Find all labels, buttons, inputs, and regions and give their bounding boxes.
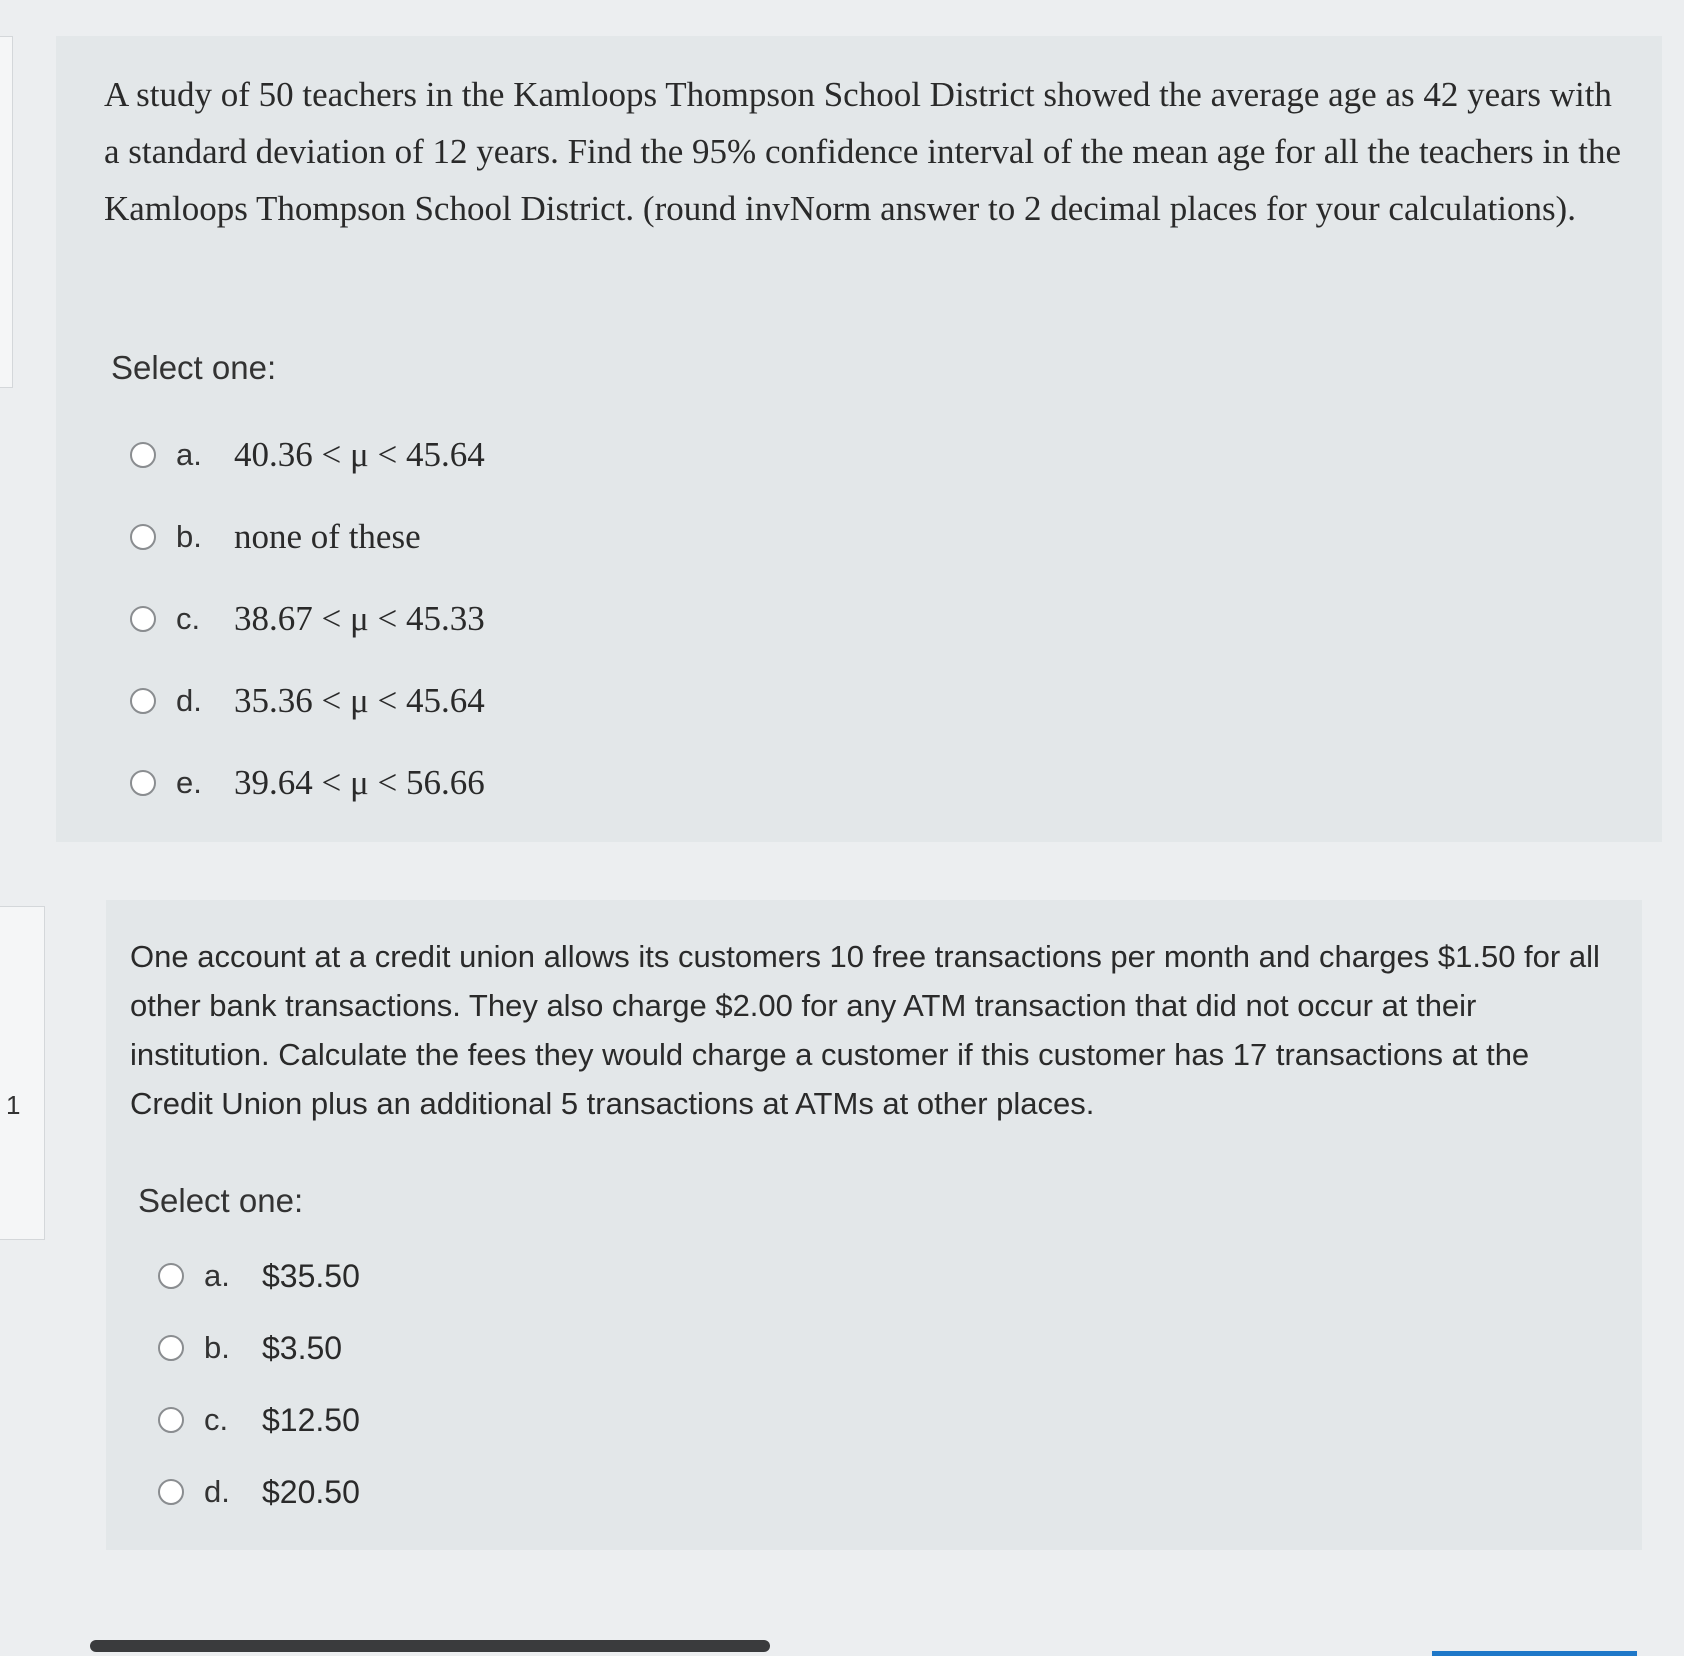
answer-option[interactable] [158,1312,360,1384]
option-text: $12.50 [262,1401,360,1438]
question-1-options [130,414,485,824]
option-text: $35.50 [262,1257,360,1294]
option-letter: d. [204,1474,230,1509]
radio-button[interactable] [130,688,156,714]
option-text: none of these [234,517,421,556]
option-text: 35.36 < μ < 45.64 [234,681,485,720]
option-letter: d. [176,683,202,718]
answer-option[interactable] [158,1456,360,1528]
option-text: $20.50 [262,1473,360,1510]
answer-option[interactable] [130,496,485,578]
answer-option[interactable] [130,578,485,660]
answer-option[interactable] [158,1384,360,1456]
radio-button[interactable] [158,1335,184,1361]
option-letter: b. [176,519,202,554]
answer-option[interactable] [130,414,485,496]
option-letter: c. [176,601,201,636]
question-info-box [0,36,13,388]
radio-button[interactable] [130,524,156,550]
horizontal-scrollbar[interactable] [90,1640,770,1652]
radio-button[interactable] [130,606,156,632]
radio-button[interactable] [130,442,156,468]
answer-option[interactable] [158,1240,360,1312]
radio-button[interactable] [130,770,156,796]
question-2-panel [106,900,1642,1550]
question-info-box [0,906,45,1240]
option-text: 39.64 < μ < 56.66 [234,763,485,802]
option-letter: e. [176,765,202,800]
radio-button[interactable] [158,1479,184,1505]
answer-option[interactable] [130,660,485,742]
option-letter: a. [176,437,202,472]
radio-button[interactable] [158,1263,184,1289]
option-letter: c. [204,1402,229,1437]
option-text: $3.50 [262,1329,343,1366]
question-1-prompt: Select one: [111,349,277,386]
question-1-text: A study of 50 teachers in the Kamloops Thompson School District showed the average age as 42 years with a standard deviation of 12 years. Find the 95% confidence interval of the mean age for all the teachers in the Kamloops Thompson School District. (round invNorm answer to 2 decimal places for your calculations). [104,75,1622,228]
question-number: 1 [6,1090,21,1120]
option-letter: a. [204,1258,230,1293]
option-letter: b. [204,1330,230,1365]
question-1-panel [56,36,1662,842]
answer-option[interactable] [130,742,485,824]
question-2-options [158,1240,360,1528]
question-2-prompt: Select one: [138,1182,304,1219]
question-2-text: One account at a credit union allows its customers 10 free transactions per month and charges $1.50 for all other bank transactions. They also charge $2.00 for any ATM transaction that did not occur at their institution. Calculate the fees they would charge a customer if this customer has 17 transactions at the Credit Union plus an additional 5 transactions at ATMs at other places. [130,939,1600,1121]
radio-button[interactable] [158,1407,184,1433]
next-page-button-edge[interactable] [1432,1651,1637,1656]
option-text: 40.36 < μ < 45.64 [234,435,485,474]
option-text: 38.67 < μ < 45.33 [234,599,485,638]
